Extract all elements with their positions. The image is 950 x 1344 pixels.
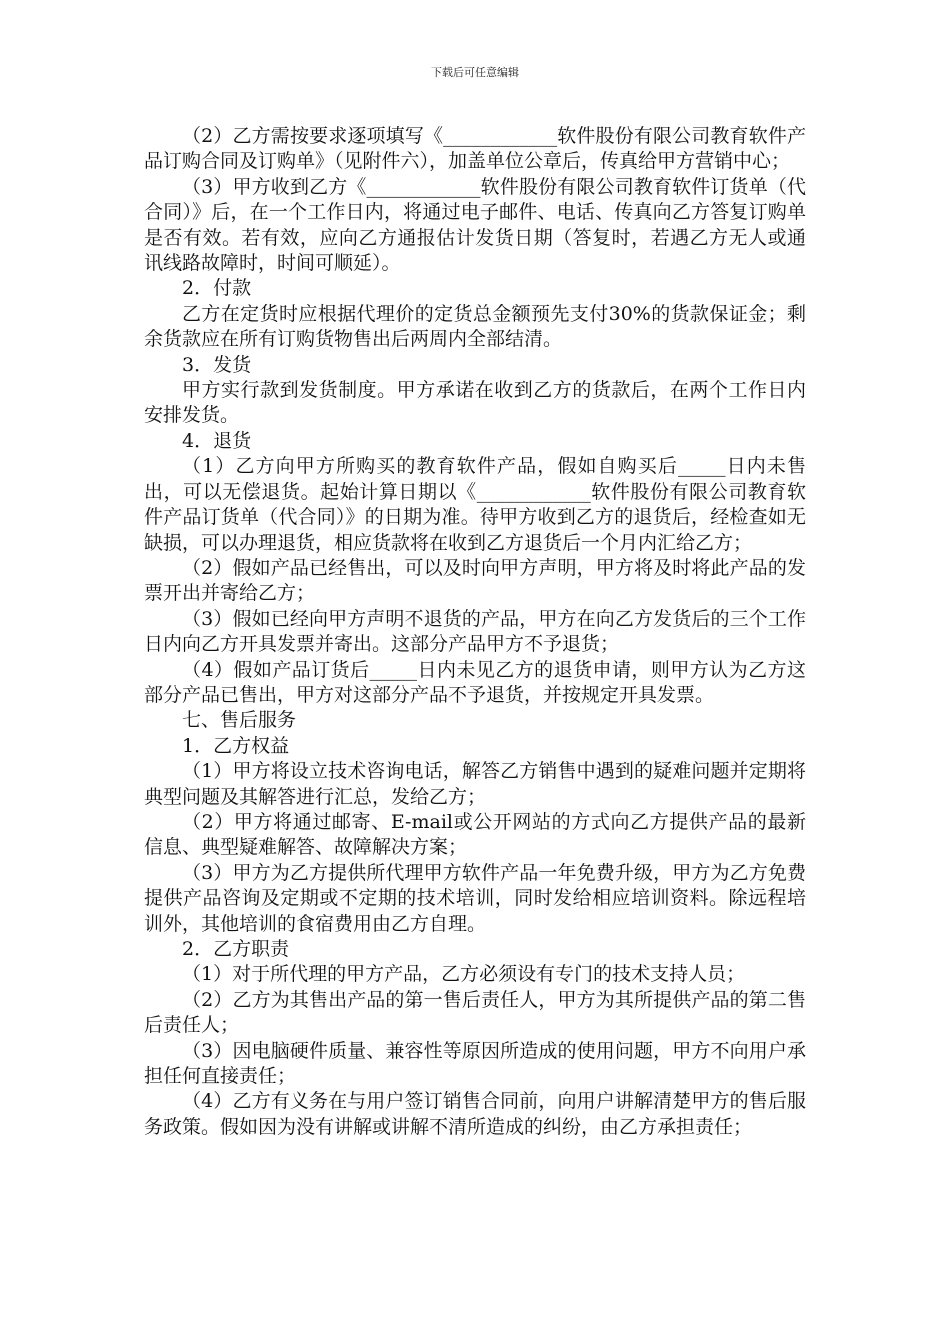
paragraph: （1）乙方向甲方所购买的教育软件产品，假如自购买后_____日内未售出，可以无偿退货。起始计算日期以《____________软件股份有限公司教育软件产品订货单（代合同）》的日期为准。待甲方收到乙方的退货后，经检查如无缺损，可以办理退货，相应货款将在收到乙方退货后一个月内汇给乙方； [144, 455, 806, 554]
paragraph: 乙方在定货时应根据代理价的定货总金额预先支付30%的货款保证金；剩余货款应在所有订购货物售出后两周内全部结清。 [144, 302, 806, 351]
section-heading: 2．乙方职责 [182, 938, 290, 960]
paragraph: （4）假如产品订货后_____日内未见乙方的退货申请，则甲方认为乙方这部分产品已售出，甲方对这部分产品不予退货，并按规定开具发票。 [144, 658, 806, 706]
paragraph: （2）乙方需按要求逐项填写《____________软件股份有限公司教育软件产品订购合同及订购单》（见附件六），加盖单位公章后，传真给甲方营销中心； [144, 125, 806, 173]
page-header: 下载后可任意编辑 [431, 66, 519, 79]
paragraph: （4）乙方有义务在与用户签订销售合同前，向用户讲解清楚甲方的售后服务政策。假如因为没有讲解或讲解不清所造成的纠纷，由乙方承担责任； [144, 1090, 806, 1138]
paragraph: 甲方实行款到发货制度。甲方承诺在收到乙方的货款后，在两个工作日内安排发货。 [144, 379, 806, 427]
paragraph: （3）因电脑硬件质量、兼容性等原因所造成的使用问题，甲方不向用户承担任何直接责任； [144, 1039, 806, 1088]
paragraph: （3）甲方收到乙方《____________软件股份有限公司教育软件订货单（代合同）》后，在一个工作日内，将通过电子邮件、电话、传真向乙方答复订购单是否有效。若有效，应向乙方通报估计发货日期（答复时，若遇乙方无人或通讯线路故障时，时间可顺延）。 [144, 175, 806, 275]
paragraph: （3）假如已经向甲方声明不退货的产品，甲方在向乙方发货后的三个工作日内向乙方开具发票并寄出。这部分产品甲方不予退货； [144, 607, 806, 656]
paragraph: （2）假如产品已经售出，可以及时向甲方声明，甲方将及时将此产品的发票开出并寄给乙方； [144, 556, 806, 605]
paragraph: （1）对于所代理的甲方产品，乙方必须设有专门的技术支持人员； [182, 963, 746, 986]
section-heading: 3．发货 [182, 353, 252, 376]
paragraph: （2）甲方将通过邮寄、E-mail或公开网站的方式向乙方提供产品的最新信息、典型疑难解答、故障解决方案； [144, 810, 806, 859]
paragraph: （3）甲方为乙方提供所代理甲方软件产品一年免费升级，甲方为乙方免费提供产品咨询及定期或不定期的技术培训，同时发给相应培训资料。除远程培训外，其他培训的食宿费用由乙方自理。 [144, 861, 806, 935]
section-heading: 4．退货 [182, 429, 252, 452]
paragraph: （2）乙方为其售出产品的第一售后责任人，甲方为其所提供产品的第二售后责任人； [144, 988, 806, 1037]
paragraph: （1）甲方将设立技术咨询电话，解答乙方销售中遇到的疑难问题并定期将典型问题及其解答进行汇总，发给乙方； [144, 760, 806, 808]
chapter-heading: 七、售后服务 [182, 709, 297, 732]
section-heading: 1．乙方权益 [182, 734, 290, 757]
document-body [144, 124, 806, 1140]
section-heading: 2．付款 [182, 277, 252, 300]
